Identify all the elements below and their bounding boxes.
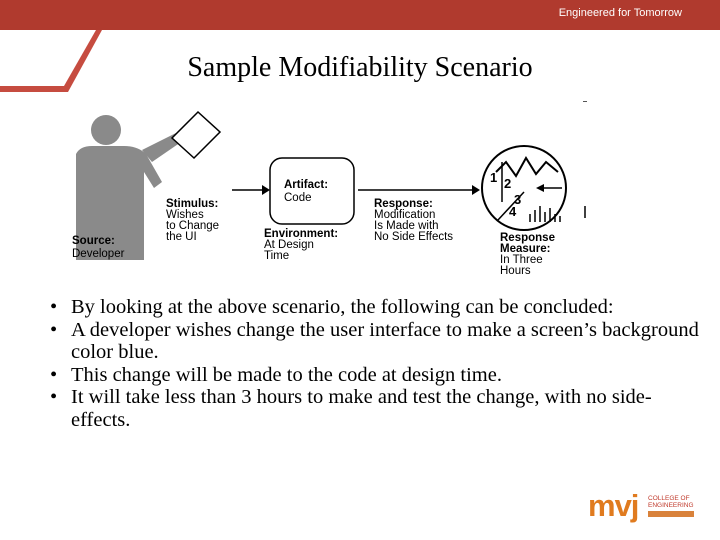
response-line-1: Modification [374, 209, 436, 221]
bullet-item [50, 386, 700, 431]
response-measure-title: Response [500, 232, 555, 244]
source-text: Developer [72, 248, 125, 260]
logo-mark: mvj [588, 488, 639, 523]
response-measure-gauge-icon [482, 146, 585, 230]
environment-title: Environment: [264, 228, 339, 240]
gauge-number-1: 1 [490, 170, 498, 185]
bullet-text: It will take less than 3 hours to make and test the change, with no side-effects. [71, 386, 652, 431]
environment-line-2: Time [264, 250, 290, 262]
source-title: Source: [72, 235, 115, 247]
paper-icon [172, 112, 220, 158]
stimulus-title: Stimulus: [166, 198, 219, 210]
artifact-box [270, 158, 354, 224]
bullet-text: A developer wishes change the user interface to make a screen’s background color blue. [71, 318, 699, 363]
bullet-item [50, 296, 700, 319]
stimulus-line-3: the UI [166, 231, 197, 243]
environment-line-1: At Design [264, 239, 314, 251]
title-underline-mark [583, 101, 587, 102]
bullet-item [50, 364, 700, 387]
college-logo [588, 488, 706, 528]
bullet-symbol: • [50, 318, 58, 341]
stimulus-line-2: to Change [166, 220, 220, 232]
logo-caption [648, 495, 694, 509]
bullet-symbol: • [50, 386, 58, 408]
bullet-symbol: • [50, 363, 58, 386]
logo-line-1: COLLEGE OF [648, 495, 690, 502]
response-line-2: Is Made with [374, 220, 439, 232]
response-measure-line-2: Hours [500, 265, 531, 277]
response-measure-line-1: In Three [500, 254, 543, 266]
bullet-list [50, 296, 700, 431]
gauge-number-4: 4 [509, 204, 517, 219]
gauge-number-3: 3 [514, 192, 522, 207]
artifact-text: Code [284, 192, 312, 204]
stimulus-line-1: Wishes [166, 209, 204, 221]
scenario-diagram [58, 110, 598, 280]
arrow-artifact-to-response [358, 185, 480, 195]
logo-strip [648, 511, 694, 517]
bullet-symbol: • [50, 296, 58, 318]
bullet-text: By looking at the above scenario, the following can be concluded: [71, 296, 614, 318]
gauge-number-2: 2 [504, 176, 512, 191]
response-title: Response: [374, 198, 433, 210]
bullet-text: This change will be made to the code at design time. [71, 363, 502, 386]
logo-line-2: ENGINEERING [648, 502, 694, 509]
response-line-3: No Side Effects [374, 231, 454, 243]
header-tagline: Engineered for Tomorrow [558, 7, 682, 19]
artifact-title: Artifact: [284, 179, 329, 191]
arrow-stimulus-to-artifact [232, 185, 270, 195]
response-measure-title-2: Measure: [500, 243, 551, 255]
slide-title: Sample Modifiability Scenario [187, 52, 533, 83]
bullet-item [50, 319, 700, 364]
